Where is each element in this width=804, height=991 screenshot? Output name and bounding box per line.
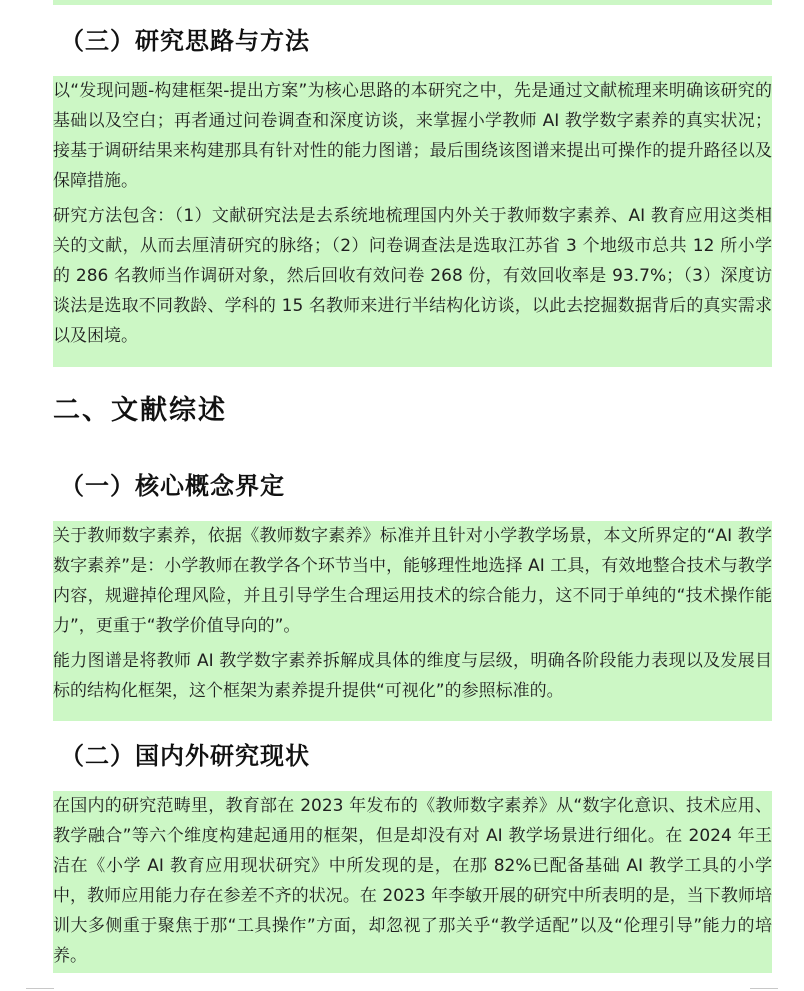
highlight-block-concepts xyxy=(53,521,772,721)
page-boundary-marks xyxy=(0,986,804,991)
heading-core-concepts: （一）核心概念界定 xyxy=(60,472,285,500)
highlight-strip-top xyxy=(53,0,772,5)
highlight-block-method xyxy=(53,76,772,367)
paragraph-research-methods: 研究方法包含：（1）文献研究法是去系统地梳理国内外关于教师数字素养、AI 教育应用这类相关的文献，从而去厘清研究的脉络；（2）问卷调查法是选取江苏省 3 个地级市总共 12 所小学的 286 名教师当作调研对象，然后回收有效问卷 268 份，有效回收率是 93.7%；（3）深度访谈法是选取不同教龄、学科的 15 名教师来进行半结构化访谈，以此去挖掘数据背后的真实需求以及困境。 xyxy=(53,206,772,346)
page-corner-mark-right xyxy=(750,988,778,989)
page-corner-mark-left xyxy=(26,988,54,989)
paragraph-ability-map-definition: 能力图谱是将教师 AI 教学数字素养拆解成具体的维度与层级，明确各阶段能力表现以及发展目标的结构化框架，这个框架为素养提升提供“可视化”的参照标准的。 xyxy=(53,651,772,701)
heading-research-status: （二）国内外研究现状 xyxy=(60,742,310,770)
heading-literature-review: 二、文献综述 xyxy=(53,395,227,426)
paragraph-digital-literacy-definition: 关于教师数字素养，依据《教师数字素养》标准并且针对小学教学场景，本文所界定的“AI 教学数字素养”是：小学教师在教学各个环节当中，能够理性地选择 AI 工具，有效地整合技术与教学内容，规避掉伦理风险，并且引导学生合理运用技术的综合能力，这不同于单纯的“技术操作能力”，更重于“教学价值导向的”。 xyxy=(53,526,772,636)
heading-research-method: （三）研究思路与方法 xyxy=(60,27,310,55)
paragraph-domestic-research: 在国内的研究范畴里，教育部在 2023 年发布的《教师数字素养》从“数字化意识、技术应用、教学融合”等六个维度构建起通用的框架，但是却没有对 AI 教学场景进行细化。在 2024 年王洁在《小学 AI 教育应用现状研究》中所发现的是，在那 82%已配备基础 AI 教学工具的小学中，教师应用能力存在参差不齐的状况。在 2023 年李敏开展的研究中所表明的是，当下教师培训大多侧重于聚焦于那“工具操作”方面，却忽视了那关乎“教学适配”以及“伦理引导”能力的培养。 xyxy=(53,796,772,966)
paragraph-research-approach: 以“发现问题-构建框架-提出方案”为核心思路的本研究之中，先是通过文献梳理来明确该研究的基础以及空白；再者通过问卷调查和深度访谈，来掌握小学教师 AI 教学数字素养的真实状况；接基于调研结果来构建那具有针对性的能力图谱；最后围绕该图谱来提出可操作的提升路径以及保障措施。 xyxy=(53,81,772,191)
highlight-block-status xyxy=(53,791,772,973)
